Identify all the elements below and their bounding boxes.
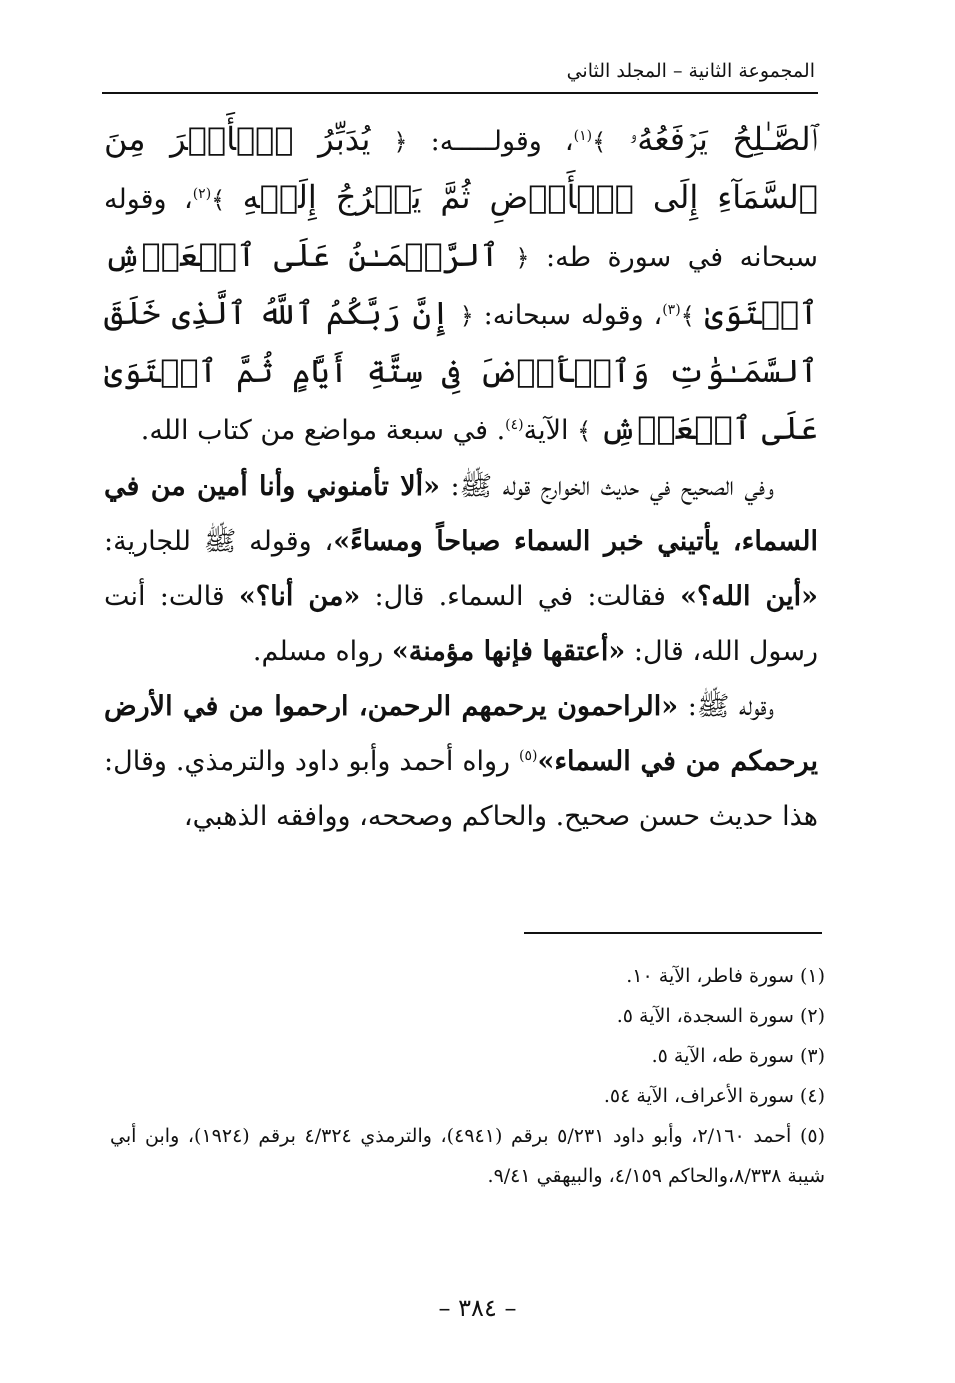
text-run: رواه مسلم. <box>252 636 392 667</box>
text-run: رواه أحمد وأبو داود والترمذي. وقال: هذا حديث حسن صحيح. والحاكم وصححه، ووافقه الذهبي، <box>104 746 818 832</box>
footnote: (٤) سورة الأعراف، الآية ٥٤. <box>603 1085 825 1107</box>
footnote-ref: (٢) <box>192 186 212 202</box>
footnote: (٣) سورة طه، الآية ٥. <box>651 1045 825 1067</box>
footnote: (٥) أحمد ٢/١٦٠، وأبو داود ٥/٢٣١ برقم (٤٩٤١)، والترمذي ٤/٣٢٤ برقم (١٩٢٤)، وابن أبي شيبة ٨/٣٣٨،والحاكم ٤/١٥٩، والبيهقي ٩/٤١. <box>110 1125 826 1187</box>
verse-bracket: ﴿ <box>459 302 474 330</box>
quran-verse: إِنَّ رَبَّكُمُ ٱللَّهُ ٱلَّذِى خَلَقَ ٱلسَّمَـٰوَٰتِ وَٱلۡأَرۡضَ فِى سِتَّةِ أَيَّامٍ ثُمَّ ٱسۡتَوَىٰ عَلَى ٱلۡعَرۡشِ <box>104 294 818 447</box>
hadith-quote: «ألا تأمنوني وأنا أمين من في السماء، يأتيني خبر السماء صباحاً ومساءً» <box>104 471 818 557</box>
text-run: ، وقوله ﷺ للجارية: <box>104 526 334 557</box>
hadith-quote: «أعتقها فإنها مؤمنة» <box>391 636 626 667</box>
quran-verse: ٱلصَّـٰلِحُ يَرۡفَعُهُۥ <box>629 120 818 158</box>
text-run: ، وقوله سبحانه في سورة طه: <box>104 184 818 273</box>
verse-bracket: ﴿ <box>393 128 408 156</box>
running-head: المجموعة الثانية – المجلد الثاني <box>566 60 815 82</box>
paragraph-2 <box>104 459 818 679</box>
text-run: الآية <box>523 415 578 446</box>
text-run: ، وقولـــــه: <box>407 126 574 157</box>
quran-verse: ٱلرَّحۡمَـٰنُ عَلَى ٱلۡعَرۡشِ ٱسۡتَوَىٰ <box>104 236 818 332</box>
footnote: (٢) سورة السجدة، الآية ٥. <box>616 1005 825 1027</box>
footnote-ref: (٤) <box>505 417 524 433</box>
text-run: فقالت: في السماء. قال: <box>360 581 681 612</box>
page-number: – ٣٨٤ – <box>438 1294 517 1322</box>
footnote-ref: (١) <box>573 128 593 144</box>
verse-bracket: ﴾ <box>592 128 607 156</box>
paragraph-3 <box>104 679 818 844</box>
header-rule <box>102 92 818 94</box>
footnote-ref: (٣) <box>662 302 681 318</box>
footnotes <box>110 956 825 1196</box>
hadith-quote: «الراحمون يرحمهم الرحمن، ارحموا من في الأرض يرحمكم من في السماء» <box>104 691 818 777</box>
paragraph-1 <box>104 112 818 459</box>
main-text <box>104 112 818 844</box>
verse-bracket: ﴾ <box>680 302 695 330</box>
hadith-quote: «أين الله؟» <box>680 581 818 612</box>
text-run: وقوله ﷺ: <box>678 691 774 722</box>
verse-bracket: ﴿ <box>515 244 530 272</box>
footnote: (١) سورة فاطر، الآية ١٠. <box>626 965 825 987</box>
text-run: ، وقوله سبحانه: <box>473 300 663 331</box>
text-run: . في سبعة مواضع من كتاب الله. <box>140 415 506 446</box>
footnote-rule <box>524 932 822 934</box>
quran-verse: يُدَبِّرُ ٱلۡأَمۡرَ مِنَ ٱلسَّمَآءِ إِلَى ٱلۡأَرۡضِ ثُمَّ يَعۡرُجُ إِلَيۡهِ <box>104 120 818 216</box>
text-run: قالت: أنت رسول الله، قال: <box>104 581 818 667</box>
verse-bracket: ﴾ <box>577 417 592 445</box>
verse-bracket: ﴾ <box>211 186 226 214</box>
footnote-ref: (٥) <box>519 748 538 764</box>
text-run: وفي الصحيح في حديث الخوارج قوله ﷺ: <box>440 471 774 502</box>
hadith-quote: «من أنا؟» <box>238 581 361 612</box>
